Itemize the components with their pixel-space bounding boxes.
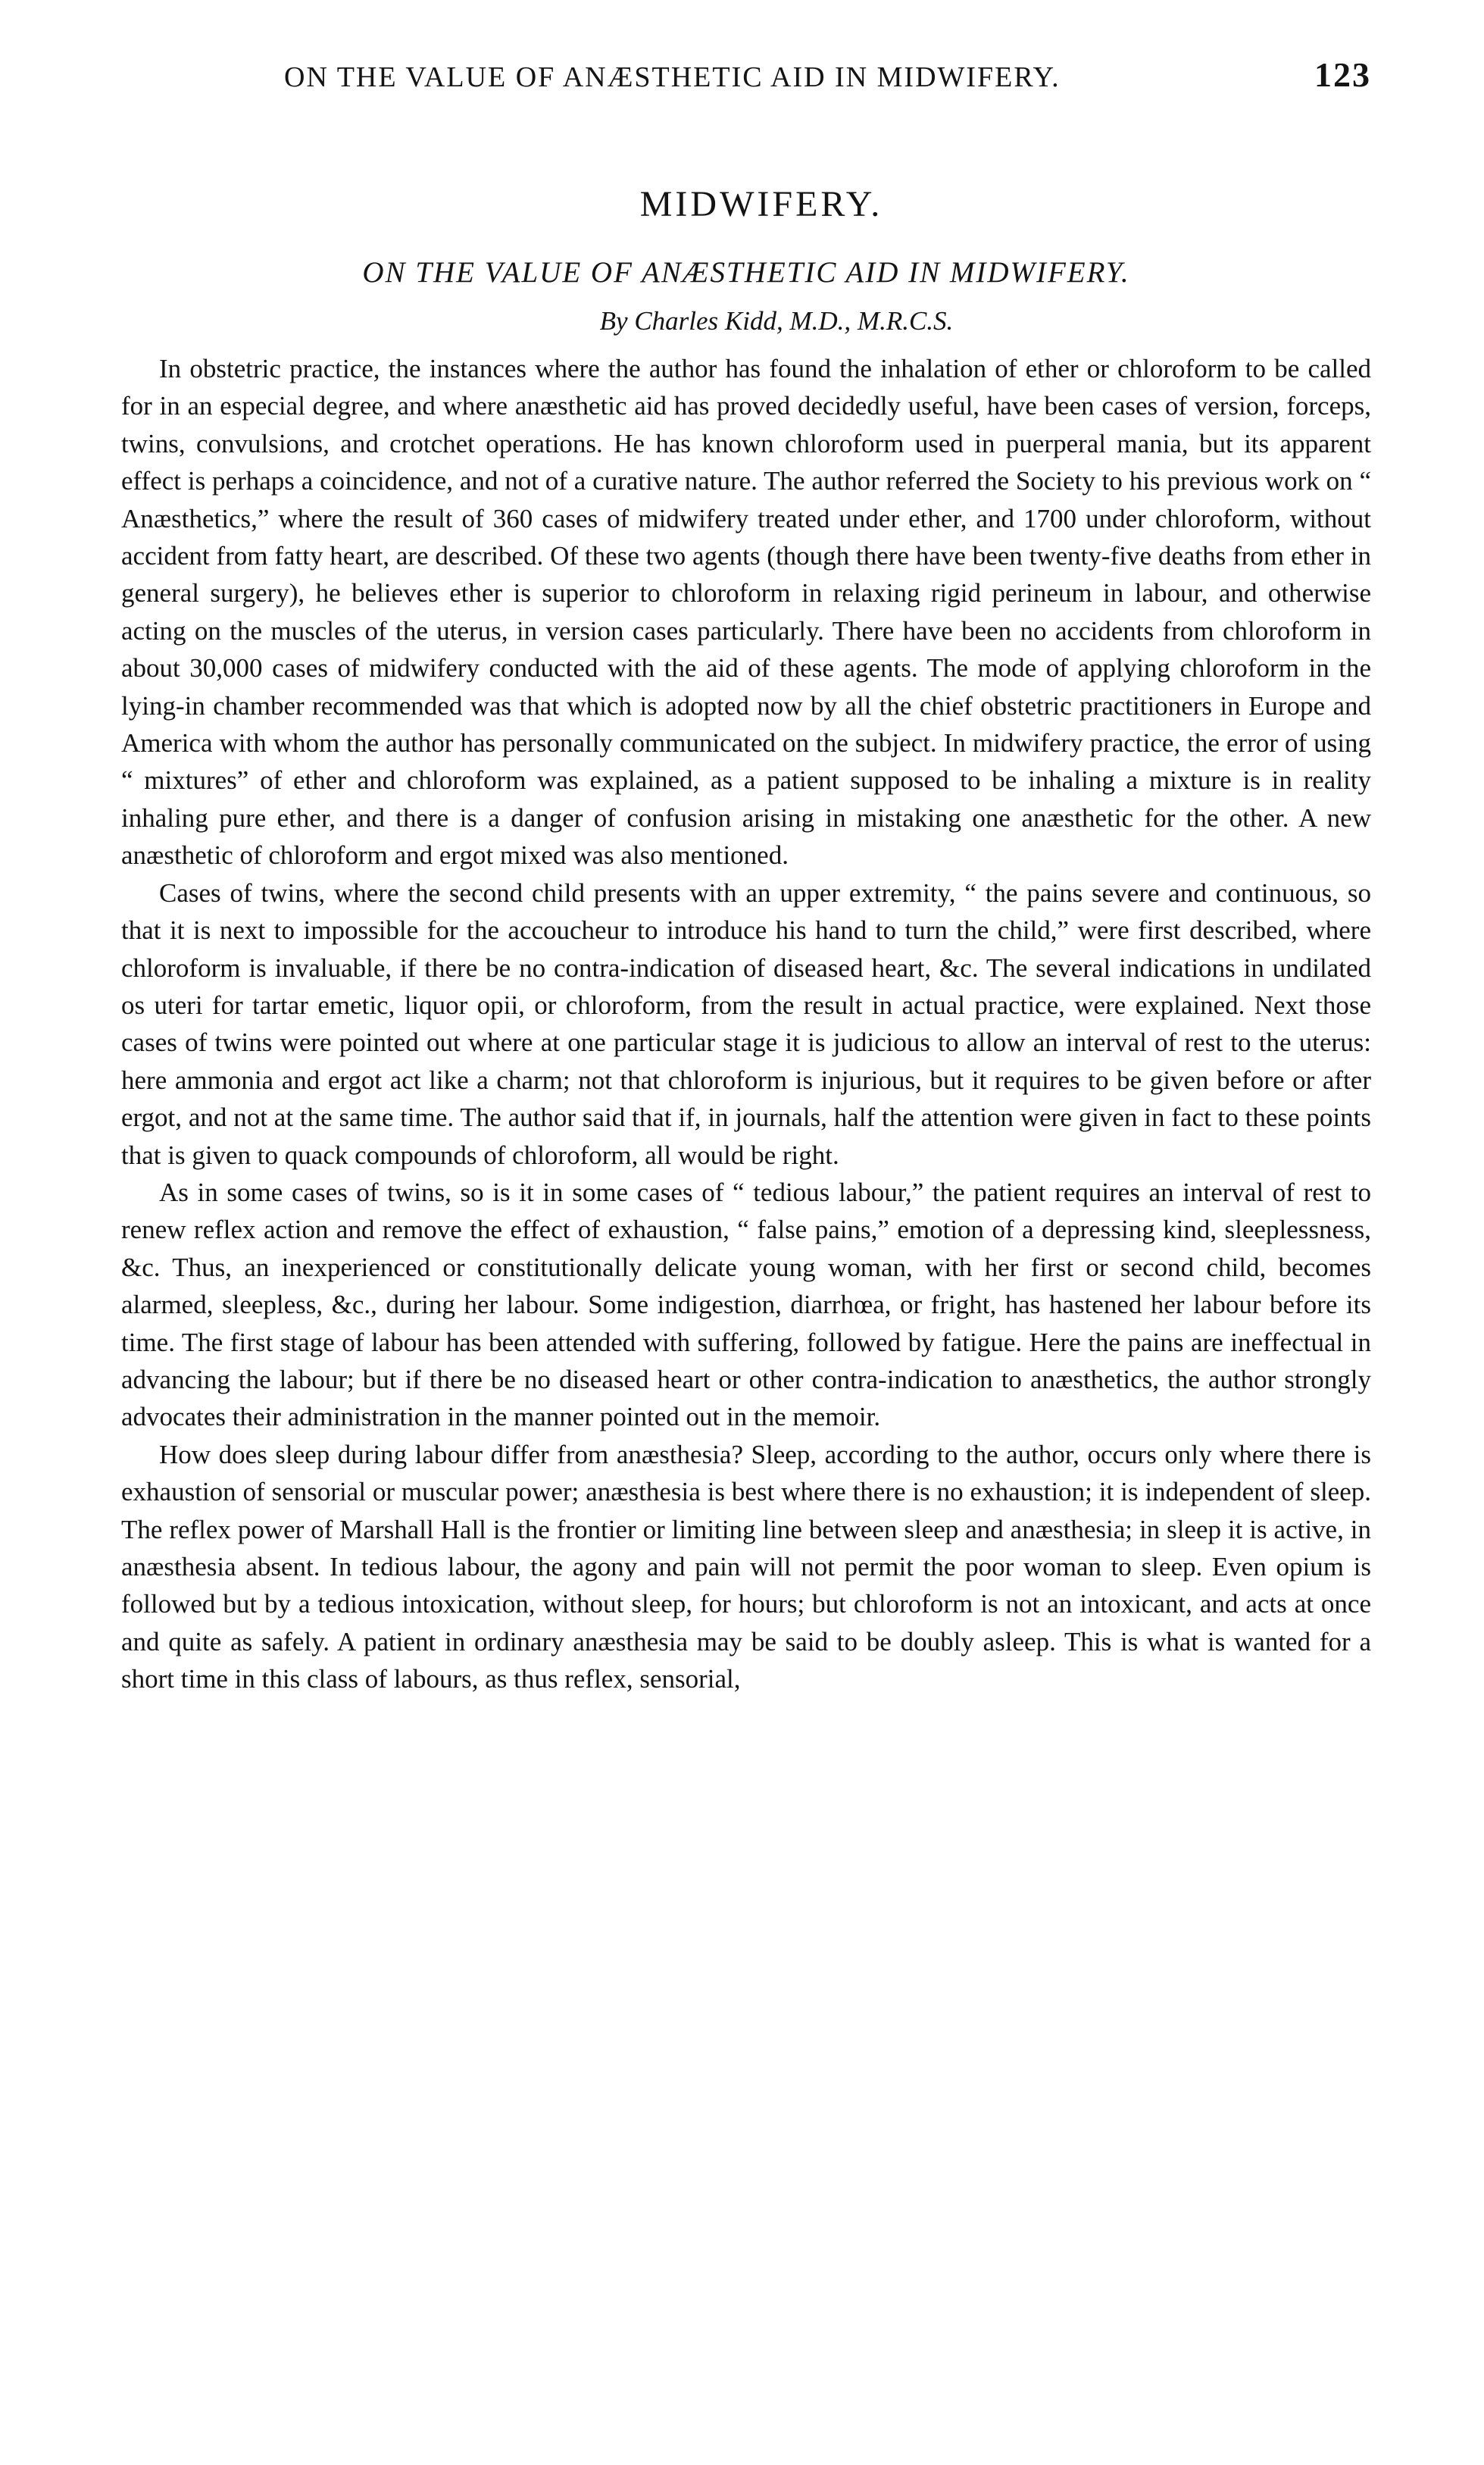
paragraph: As in some cases of twins, so is it in some cases of “ tedious labour,” the patient requires an interval of rest to renew reflex action and remove the effect of exhaustion, “ false pains,” emotion of a depressing kind, sleeplessness, &c. Thus, an inexperienced or constitutionally delicate young woman, with her first or second child, becomes alarmed, sleepless, &c., during her labour. Some indigestion, diarrhœa, or fright, has hastened her labour before its time. The first stage of labour has been attended with suffering, followed by fatigue. Here the pains are ineffectual in advancing the labour; but if there be no diseased heart or other contra-indication to anæsthetics, the author strongly advocates their administration in the manner pointed out in the memoir. [121,1177,1371,1432]
paragraph: How does sleep during labour differ from anæsthesia? Sleep, according to the author, occurs only where there is exhaustion of sensorial or muscular power; anæsthesia is best where there is no exhaustion; it is independent of sleep. The reflex power of Marshall Hall is the frontier or limiting line between sleep and anæsthesia; in sleep it is active, in anæsthesia absent. In tedious labour, the agony and pain will not permit the poor woman to sleep. Even opium is followed but by a tedious intoxication, without sleep, for hours; but chloroform is not an intoxicant, and acts at once and quite as safely. A patient in ordinary anæsthesia may be said to be doubly asleep. This is what is wanted for a short time in this class of labours, as thus reflex, sensorial, [121,1439,1371,1694]
article-body [121,350,1371,1698]
page-number: 123 [1314,55,1371,94]
paragraph: In obstetric practice, the instances where the author has found the inhalation of ether or chloroform to be called for in an especial degree, and where anæsthetic aid has proved decidedly useful, have been cases of version, forceps, twins, convulsions, and crotchet operations. He has known chloroform used in puerperal mania, but its apparent effect is perhaps a coincidence, and not of a curative nature. The author referred the Society to his previous work on “ Anæsthetics,” where the result of 360 cases of midwifery treated under ether, and 1700 under chloroform, without accident from fatty heart, are described. Of these two agents (though there have been twenty-five deaths from ether in general surgery), he believes ether is superior to chloroform in relaxing rigid perineum in labour, and otherwise acting on the muscles of the uterus, in version cases particularly. There have been no accidents from chloroform in about 30,000 cases of midwifery conducted with the aid of these agents. The mode of applying chloroform in the lying-in chamber recommended was that which is adopted now by all the chief obstetric practitioners in Europe and America with whom the author has personally communicated on the subject. In midwifery practice, the error of using “ mixtures” of ether and chloroform was explained, as a patient supposed to be inhaling a mixture is in reality inhaling pure ether, and there is a danger of confusion arising in mistaking one anæsthetic for the other. A new anæsthetic of chloroform and ergot mixed was also mentioned. [121,354,1371,871]
section-title: MIDWIFERY. [639,184,883,224]
running-head [121,45,1371,114]
article-title: ON THE VALUE OF ANÆSTHETIC AID IN MIDWIFERY. [362,256,1130,289]
journal-page [121,45,1371,2432]
article-byline: By Charles Kidd, M.D., M.R.C.S. [599,306,954,336]
running-head-title: ON THE VALUE OF ANÆSTHETIC AID IN MIDWIFERY. [284,61,1061,93]
paragraph: Cases of twins, where the second child presents with an upper extremity, “ the pains severe and continuous, so that it is next to impossible for the accoucheur to introduce his hand to turn the child,” were first described, where chloroform is invaluable, if there be no contra-indication of diseased heart, &c. The several indications in undilated os uteri for tartar emetic, liquor opii, or chloroform, from the result in actual practice, were explained. Next those cases of twins were pointed out where at one particular stage it is judicious to allow an interval of rest to the uterus: here ammonia and ergot act like a charm; not that chloroform is injurious, but it requires to be given before or after ergot, and not at the same time. The author said that if, in journals, half the attention were given in fact to these points that is given to quack compounds of chloroform, all would be right. [121,877,1371,1170]
